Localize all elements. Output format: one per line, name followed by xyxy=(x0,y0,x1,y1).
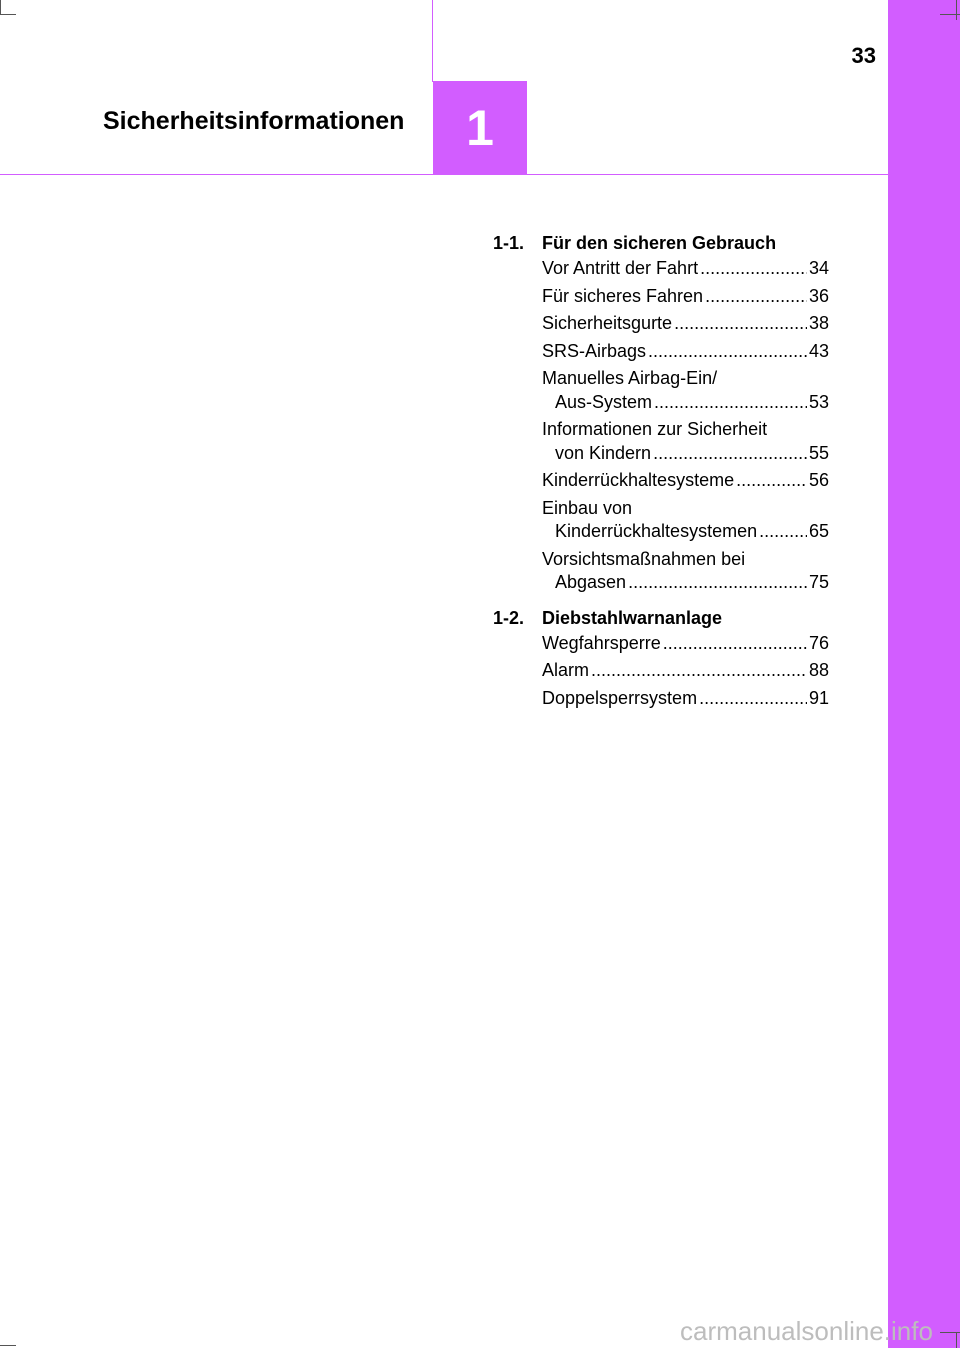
toc-dot-leader xyxy=(705,285,807,309)
toc-entry-row xyxy=(542,571,829,595)
toc-entry-page: 65 xyxy=(808,521,829,541)
toc-entry-title: Für sicheres Fahren xyxy=(542,285,704,306)
toc-entry xyxy=(493,340,829,368)
toc-section-heading xyxy=(493,605,829,632)
toc-entry-page: 91 xyxy=(808,687,829,708)
crop-mark xyxy=(940,14,960,15)
toc-dot-leader xyxy=(591,659,807,683)
toc-entry-row xyxy=(542,687,829,711)
chapter-number: 1 xyxy=(466,100,494,156)
toc-entry-title: Doppelsperrsystem xyxy=(542,687,698,708)
toc-entry-row xyxy=(542,632,829,656)
toc-section-heading xyxy=(493,230,829,257)
toc-entry-row xyxy=(542,520,829,544)
toc-section xyxy=(493,230,829,599)
chapter-title: Sicherheitsinformationen xyxy=(103,107,405,135)
toc-entry xyxy=(493,548,829,599)
toc-dot-leader xyxy=(759,520,807,544)
crop-mark xyxy=(0,14,16,15)
toc-entry-page: 43 xyxy=(808,340,829,361)
toc-entry-page: 38 xyxy=(808,313,829,333)
header-vertical-divider xyxy=(432,0,433,82)
toc-entry xyxy=(493,285,829,313)
toc-dot-leader xyxy=(699,687,807,711)
toc-entry-title: Vor Antritt der Fahrt xyxy=(542,258,699,278)
toc-entry-page: 88 xyxy=(808,660,829,680)
watermark: carmanualsonline.info xyxy=(680,1316,933,1346)
toc-entry-title: Kinderrückhaltesystemen xyxy=(555,521,758,541)
toc-entry xyxy=(493,312,829,340)
toc-entry-row xyxy=(542,469,829,493)
toc-entry-row xyxy=(542,340,829,364)
crop-mark xyxy=(940,1332,960,1333)
toc-dot-leader xyxy=(628,571,807,595)
toc-section xyxy=(493,605,829,715)
toc-section-title: Diebstahlwarnanlage xyxy=(542,607,723,628)
toc-entry-title: Wegfahrsperre xyxy=(542,632,661,653)
toc-dot-leader xyxy=(648,340,807,364)
toc-entry-page: 36 xyxy=(808,285,829,306)
toc-entry-row xyxy=(542,442,829,466)
toc-entry xyxy=(493,687,829,715)
toc-entry-row xyxy=(542,312,829,336)
toc-entry-title: Sicherheitsgurte xyxy=(542,313,673,333)
page-number: 33 xyxy=(851,43,876,68)
crop-mark xyxy=(956,0,957,20)
toc-entry-title-line: Manuelles Airbag-Ein/ xyxy=(542,368,718,388)
toc-entry-title: Abgasen xyxy=(555,572,627,592)
toc-section-number: 1-2. xyxy=(493,607,525,628)
toc-entry-row xyxy=(542,257,829,281)
toc-entry-title: Alarm xyxy=(542,660,590,680)
toc-dot-leader xyxy=(653,442,807,466)
toc-entry xyxy=(493,632,829,660)
toc-entry-title: Aus-System xyxy=(555,391,653,412)
toc-dot-leader xyxy=(654,391,807,415)
toc-section-number: 1-1. xyxy=(493,233,525,253)
toc-entry-page: 34 xyxy=(808,258,829,278)
toc-entry xyxy=(493,659,829,687)
toc-entry-page: 53 xyxy=(808,391,829,412)
toc-entry xyxy=(493,367,829,418)
chapter-number-box xyxy=(433,81,527,175)
toc-entry-title: Kinderrückhaltesysteme xyxy=(542,470,735,490)
toc-section-title: Für den sicheren Gebrauch xyxy=(542,233,777,253)
toc-entry-title-line: Informationen zur Sicherheit xyxy=(542,419,768,439)
table-of-contents xyxy=(493,230,829,720)
toc-entry-page: 56 xyxy=(808,470,829,490)
toc-entry-page: 55 xyxy=(808,442,829,463)
crop-mark xyxy=(0,0,1,14)
toc-entry xyxy=(493,418,829,469)
toc-entry-page: 75 xyxy=(808,572,829,592)
toc-dot-leader xyxy=(700,257,807,281)
toc-entry-title-line: Vorsichtsmaßnahmen bei xyxy=(542,548,746,569)
toc-entry-row xyxy=(542,659,829,683)
toc-entry-title: von Kindern xyxy=(555,442,652,463)
chapter-side-tab xyxy=(888,0,960,1348)
toc-entry xyxy=(493,257,829,285)
toc-entry xyxy=(493,469,829,497)
crop-mark xyxy=(956,1332,957,1348)
toc-dot-leader xyxy=(736,469,807,493)
toc-entry-title: SRS-Airbags xyxy=(542,340,647,361)
toc-entry-row xyxy=(542,391,829,415)
toc-entry xyxy=(493,497,829,548)
toc-dot-leader xyxy=(674,312,807,336)
toc-entry-title-line: Einbau von xyxy=(542,497,633,518)
toc-entry-row xyxy=(542,285,829,309)
crop-mark xyxy=(0,1345,16,1346)
toc-dot-leader xyxy=(663,632,807,656)
toc-entry-page: 76 xyxy=(808,632,829,653)
